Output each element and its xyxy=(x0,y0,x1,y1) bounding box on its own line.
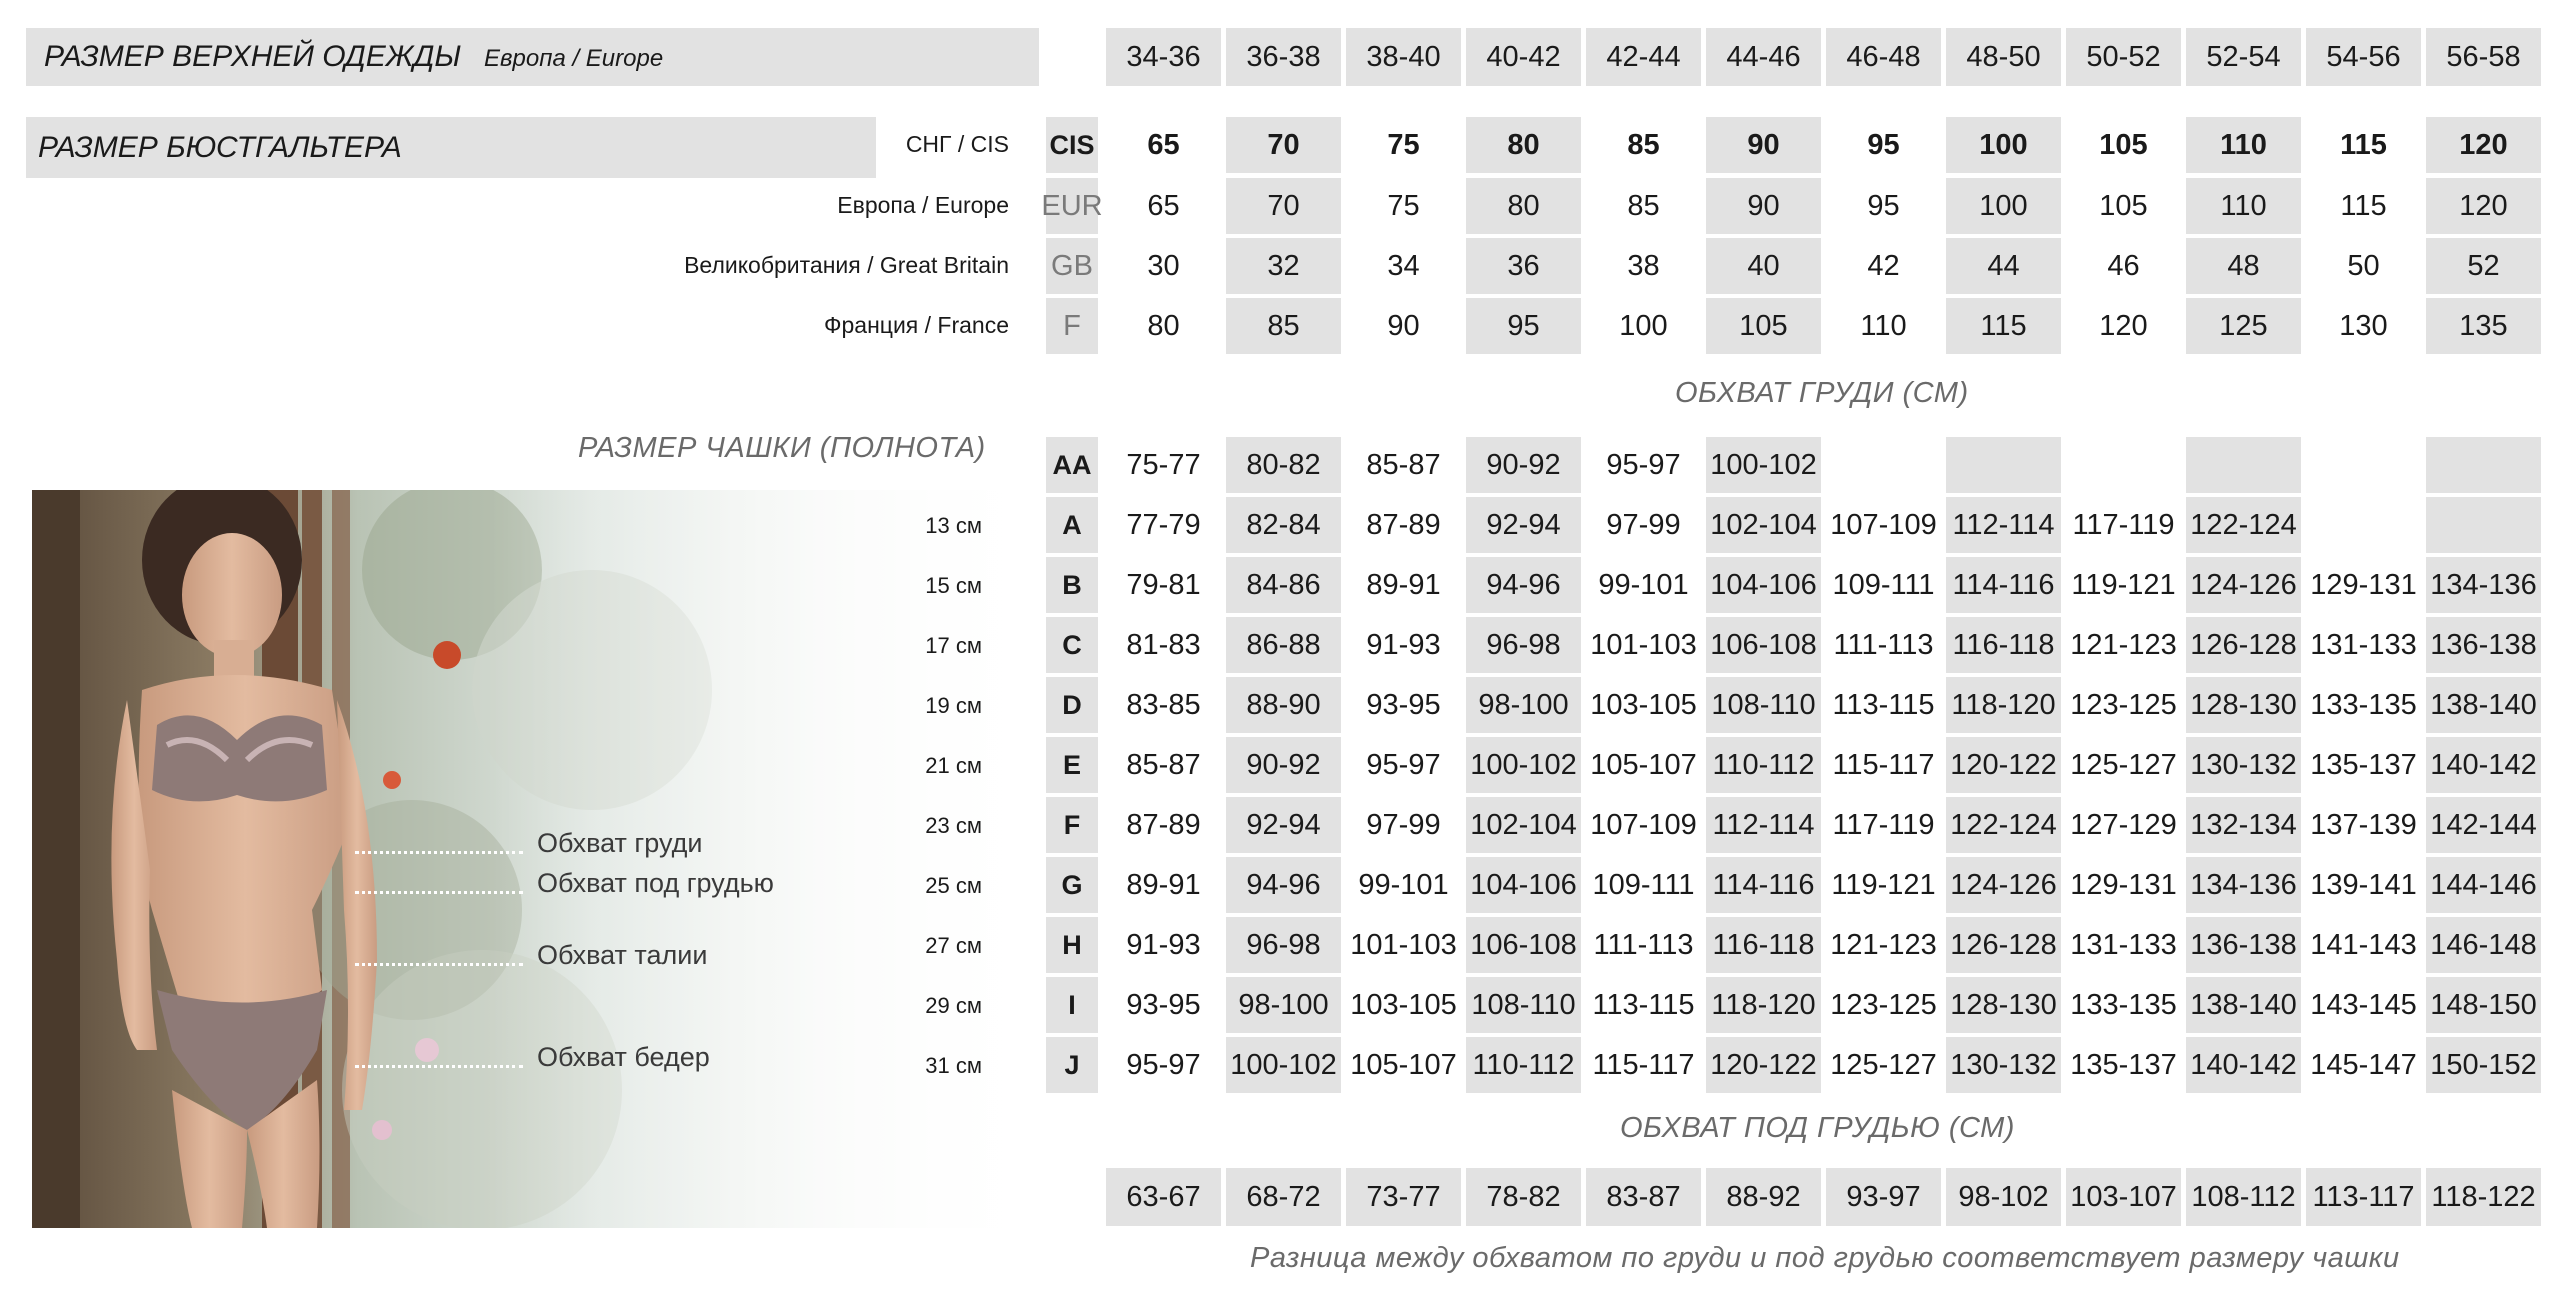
bra-value-cell: 80 xyxy=(1466,178,1581,234)
underbust-cell: 98-102 xyxy=(1946,1168,2061,1226)
cup-value-cell: 89-91 xyxy=(1366,568,1441,601)
cup-value-cell: 111-113 xyxy=(1833,628,1934,661)
cup-value-cell: 150-152 xyxy=(2426,1037,2541,1093)
cup-value-cell: 120-122 xyxy=(1706,1037,1821,1093)
cup-value-cell: 122-124 xyxy=(1946,797,2061,853)
cup-value-cell: 90-92 xyxy=(1466,437,1581,493)
cup-value-cell: 101-103 xyxy=(1350,928,1457,961)
cup-value-cell: 90-92 xyxy=(1226,737,1341,793)
cup-value-cell: 130-132 xyxy=(1946,1037,2061,1093)
cup-value-cell: 75-77 xyxy=(1126,448,1201,481)
cup-letter-cell: G xyxy=(1046,857,1098,913)
cup-value-cell: 108-110 xyxy=(1706,677,1821,733)
cup-value-cell: 83-85 xyxy=(1126,688,1201,721)
cup-value-cell: 117-119 xyxy=(2072,508,2175,541)
cup-value-cell: 134-136 xyxy=(2426,557,2541,613)
waist-guide-line xyxy=(355,963,523,966)
bra-value-cell: 40 xyxy=(1706,238,1821,294)
bra-value-cell: 90 xyxy=(1706,117,1821,173)
bra-value-cell: 105 xyxy=(2099,128,2148,161)
cup-value-cell: 94-96 xyxy=(1466,557,1581,613)
cup-value-cell: 87-89 xyxy=(1126,808,1201,841)
cup-value-cell: 123-125 xyxy=(1830,988,1937,1021)
underbust-cell: 93-97 xyxy=(1826,1168,1941,1226)
underbust-cell: 73-77 xyxy=(1346,1168,1461,1226)
cup-value-cell: 93-95 xyxy=(1366,688,1441,721)
cup-value-cell: 97-99 xyxy=(1366,808,1441,841)
cup-value-cell: 114-116 xyxy=(1706,857,1821,913)
bra-value-cell: 130 xyxy=(2339,309,2388,342)
cup-value-cell xyxy=(2306,437,2421,493)
cup-value-cell: 85-87 xyxy=(1366,448,1441,481)
cup-value-cell: 79-81 xyxy=(1126,568,1201,601)
cup-diff-label: 19 см xyxy=(925,693,982,718)
cup-value-cell: 145-147 xyxy=(2310,1048,2417,1081)
underbust-label: Обхват под грудью xyxy=(537,868,774,898)
cup-value-cell: 104-106 xyxy=(1706,557,1821,613)
cup-value-cell: 139-141 xyxy=(2310,868,2417,901)
cup-letter-cell: H xyxy=(1046,917,1098,973)
cup-value-cell: 131-133 xyxy=(2310,628,2417,661)
cup-value-cell: 129-131 xyxy=(2310,568,2417,601)
cup-value-cell: 95-97 xyxy=(1366,748,1441,781)
cup-value-cell xyxy=(1946,437,2061,493)
model-photo xyxy=(32,490,1050,1228)
underbust-cell: 83-87 xyxy=(1586,1168,1701,1226)
bra-value-cell: 85 xyxy=(1627,128,1660,161)
cup-value-cell: 146-148 xyxy=(2426,917,2541,973)
cup-value-cell: 102-104 xyxy=(1466,797,1581,853)
bra-value-cell: 120 xyxy=(2099,309,2148,342)
cup-letter-cell: AA xyxy=(1046,437,1098,493)
cup-value-cell: 95-97 xyxy=(1126,1048,1201,1081)
bra-value-cell: 110 xyxy=(1860,309,1907,342)
cup-value-cell: 97-99 xyxy=(1606,508,1681,541)
bra-value-cell: 135 xyxy=(2426,298,2541,354)
bra-value-cell: 48 xyxy=(2186,238,2301,294)
bra-value-cell: 30 xyxy=(1147,249,1180,282)
cup-value-cell xyxy=(1826,437,1941,493)
cup-value-cell: 106-108 xyxy=(1466,917,1581,973)
cup-value-cell: 117-119 xyxy=(1832,808,1935,841)
bra-value-cell: 32 xyxy=(1226,238,1341,294)
cup-letter-cell: I xyxy=(1046,977,1098,1033)
cup-value-cell: 124-126 xyxy=(1946,857,2061,913)
bra-value-cell: 105 xyxy=(2099,189,2148,222)
cup-value-cell: 148-150 xyxy=(2426,977,2541,1033)
cup-value-cell: 81-83 xyxy=(1126,628,1201,661)
cup-diff-label: 27 см xyxy=(925,933,982,958)
cup-value-cell: 105-107 xyxy=(1350,1048,1457,1081)
underbust-guide-line xyxy=(355,891,523,894)
cup-value-cell: 133-135 xyxy=(2070,988,2177,1021)
cup-letter-cell: C xyxy=(1046,617,1098,673)
hips-label: Обхват бедер xyxy=(537,1042,710,1072)
bra-value-cell: 100 xyxy=(1619,309,1668,342)
cup-value-cell: 122-124 xyxy=(2186,497,2301,553)
bra-value-cell: 85 xyxy=(1226,298,1341,354)
cup-value-cell: 100-102 xyxy=(1706,437,1821,493)
bra-value-cell: 120 xyxy=(2426,178,2541,234)
cup-value-cell: 110-112 xyxy=(1706,737,1821,793)
bra-code-cell: CIS xyxy=(1046,117,1098,173)
bra-value-cell: 115 xyxy=(2340,128,2387,161)
bra-title: РАЗМЕР БЮСТГАЛЬТЕРА xyxy=(38,131,402,164)
cup-value-cell: 125-127 xyxy=(2070,748,2177,781)
cup-value-cell: 134-136 xyxy=(2186,857,2301,913)
bra-value-cell: 105 xyxy=(1706,298,1821,354)
underbust-cell: 68-72 xyxy=(1226,1168,1341,1226)
cup-diff-label: 23 см xyxy=(925,813,982,838)
cup-value-cell: 135-137 xyxy=(2310,748,2417,781)
bra-value-cell: 36 xyxy=(1466,238,1581,294)
bra-value-cell: 70 xyxy=(1226,117,1341,173)
cup-value-cell: 92-94 xyxy=(1466,497,1581,553)
bra-code-cell: EUR xyxy=(1046,178,1098,234)
cup-value-cell: 143-145 xyxy=(2310,988,2417,1021)
bust-guide-line xyxy=(355,851,523,854)
cup-diff-label: 13 см xyxy=(925,513,982,538)
bra-value-cell: 115 xyxy=(1946,298,2061,354)
bra-code-cell: F xyxy=(1046,298,1098,354)
cup-value-cell xyxy=(2066,437,2181,493)
bra-value-cell: 80 xyxy=(1147,309,1180,342)
outerwear-size-cell: 42-44 xyxy=(1586,28,1701,86)
bra-value-cell: 38 xyxy=(1627,249,1660,282)
bra-value-cell: 110 xyxy=(2186,117,2301,173)
cup-value-cell: 144-146 xyxy=(2426,857,2541,913)
cup-letter-cell: B xyxy=(1046,557,1098,613)
cup-value-cell: 85-87 xyxy=(1126,748,1201,781)
cup-value-cell xyxy=(2306,497,2421,553)
cup-value-cell: 112-114 xyxy=(1946,497,2061,553)
cup-value-cell: 137-139 xyxy=(2310,808,2417,841)
bust-label: Обхват груди xyxy=(537,828,703,858)
bra-value-cell: 85 xyxy=(1627,189,1660,222)
cup-diff-label: 17 см xyxy=(925,633,982,658)
bra-value-cell: 75 xyxy=(1387,189,1420,222)
cup-value-cell: 131-133 xyxy=(2070,928,2177,961)
hips-guide-line xyxy=(355,1065,523,1068)
cup-value-cell: 87-89 xyxy=(1366,508,1441,541)
cup-value-cell: 119-121 xyxy=(2071,568,2176,601)
cup-diff-label: 15 см xyxy=(925,573,982,598)
bra-value-cell: 90 xyxy=(1706,178,1821,234)
cup-value-cell: 92-94 xyxy=(1226,797,1341,853)
cup-value-cell: 88-90 xyxy=(1226,677,1341,733)
cup-value-cell: 113-115 xyxy=(1832,688,1935,721)
cup-value-cell: 86-88 xyxy=(1226,617,1341,673)
cup-value-cell: 127-129 xyxy=(2070,808,2177,841)
cup-value-cell xyxy=(2426,497,2541,553)
cup-value-cell: 129-131 xyxy=(2070,868,2177,901)
cup-value-cell: 110-112 xyxy=(1466,1037,1581,1093)
cup-value-cell: 128-130 xyxy=(2186,677,2301,733)
cup-value-cell: 107-109 xyxy=(1590,808,1697,841)
cup-value-cell: 142-144 xyxy=(2426,797,2541,853)
bra-value-cell: 120 xyxy=(2426,117,2541,173)
bra-value-cell: 110 xyxy=(2186,178,2301,234)
cup-title: РАЗМЕР ЧАШКИ (ПОЛНОТА) xyxy=(578,432,986,464)
underbust-caption: ОБХВАТ ПОД ГРУДЬЮ (СМ) xyxy=(1620,1112,2015,1144)
outerwear-subtitle: Европа / Europe xyxy=(484,45,664,72)
bra-value-cell: 80 xyxy=(1466,117,1581,173)
bust-caption: ОБХВАТ ГРУДИ (СМ) xyxy=(1675,377,1969,409)
cup-value-cell: 120-122 xyxy=(1946,737,2061,793)
cup-value-cell: 126-128 xyxy=(2186,617,2301,673)
footnote: Разница между обхватом по груди и под грудью соответствует размеру чашки xyxy=(1250,1242,2400,1274)
bra-value-cell: 100 xyxy=(1946,178,2061,234)
cup-value-cell: 118-120 xyxy=(1706,977,1821,1033)
cup-value-cell: 111-113 xyxy=(1593,928,1694,961)
bra-value-cell: 44 xyxy=(1946,238,2061,294)
cup-value-cell: 100-102 xyxy=(1466,737,1581,793)
cup-value-cell: 125-127 xyxy=(1830,1048,1937,1081)
outerwear-size-cell: 44-46 xyxy=(1706,28,1821,86)
waist-label: Обхват талии xyxy=(537,940,708,970)
bra-row-label: Франция / France xyxy=(824,312,1009,338)
underbust-cell: 78-82 xyxy=(1466,1168,1581,1226)
bra-row-label: СНГ / CIS xyxy=(905,131,1009,157)
bra-row-label: Великобритания / Great Britain xyxy=(684,252,1009,278)
outerwear-size-cell: 36-38 xyxy=(1226,28,1341,86)
bra-value-cell: 50 xyxy=(2347,249,2380,282)
bra-value-cell: 70 xyxy=(1226,178,1341,234)
cup-letter-cell: A xyxy=(1046,497,1098,553)
cup-value-cell: 109-111 xyxy=(1592,868,1695,901)
cup-value-cell: 89-91 xyxy=(1126,868,1201,901)
bra-value-cell: 46 xyxy=(2107,249,2140,282)
cup-value-cell: 91-93 xyxy=(1126,928,1201,961)
cup-value-cell: 109-111 xyxy=(1832,568,1935,601)
cup-value-cell: 118-120 xyxy=(1946,677,2061,733)
bra-value-cell: 52 xyxy=(2426,238,2541,294)
cup-value-cell: 102-104 xyxy=(1706,497,1821,553)
cup-value-cell: 126-128 xyxy=(1946,917,2061,973)
cup-value-cell: 84-86 xyxy=(1226,557,1341,613)
cup-value-cell: 124-126 xyxy=(2186,557,2301,613)
cup-value-cell: 140-142 xyxy=(2186,1037,2301,1093)
bra-row-label: Европа / Europe xyxy=(837,192,1009,218)
underbust-cell: 113-117 xyxy=(2306,1168,2421,1226)
cup-letter-cell: J xyxy=(1046,1037,1098,1093)
bra-value-cell: 95 xyxy=(1867,189,1900,222)
cup-value-cell xyxy=(2426,437,2541,493)
cup-value-cell: 106-108 xyxy=(1706,617,1821,673)
outerwear-size-cell: 48-50 xyxy=(1946,28,2061,86)
cup-value-cell: 108-110 xyxy=(1466,977,1581,1033)
underbust-cell: 103-107 xyxy=(2066,1168,2181,1226)
bra-value-cell: 75 xyxy=(1387,128,1420,161)
cup-value-cell: 128-130 xyxy=(1946,977,2061,1033)
underbust-cell: 63-67 xyxy=(1106,1168,1221,1226)
cup-diff-label: 25 см xyxy=(925,873,982,898)
cup-value-cell: 138-140 xyxy=(2426,677,2541,733)
cup-value-cell: 93-95 xyxy=(1126,988,1201,1021)
cup-value-cell: 114-116 xyxy=(1946,557,2061,613)
bra-value-cell: 65 xyxy=(1147,128,1180,161)
cup-value-cell: 77-79 xyxy=(1126,508,1201,541)
underbust-cell: 88-92 xyxy=(1706,1168,1821,1226)
bra-code-cell: GB xyxy=(1046,238,1098,294)
outerwear-size-cell: 46-48 xyxy=(1826,28,1941,86)
outerwear-size-cell: 52-54 xyxy=(2186,28,2301,86)
cup-value-cell: 130-132 xyxy=(2186,737,2301,793)
cup-value-cell: 103-105 xyxy=(1350,988,1457,1021)
cup-value-cell: 123-125 xyxy=(2070,688,2177,721)
outerwear-size-cell: 38-40 xyxy=(1346,28,1461,86)
cup-value-cell: 116-118 xyxy=(1946,617,2061,673)
bra-value-cell: 95 xyxy=(1466,298,1581,354)
cup-letter-cell: E xyxy=(1046,737,1098,793)
cup-value-cell: 121-123 xyxy=(2070,628,2177,661)
outerwear-size-cell: 40-42 xyxy=(1466,28,1581,86)
underbust-cell: 108-112 xyxy=(2186,1168,2301,1226)
cup-letter-cell: D xyxy=(1046,677,1098,733)
cup-value-cell: 82-84 xyxy=(1226,497,1341,553)
cup-value-cell: 100-102 xyxy=(1226,1037,1341,1093)
cup-value-cell: 140-142 xyxy=(2426,737,2541,793)
cup-value-cell: 80-82 xyxy=(1226,437,1341,493)
cup-value-cell: 119-121 xyxy=(1831,868,1936,901)
cup-diff-label: 29 см xyxy=(925,993,982,1018)
cup-value-cell: 112-114 xyxy=(1706,797,1821,853)
cup-value-cell: 115-117 xyxy=(1832,748,1935,781)
cup-value-cell: 135-137 xyxy=(2070,1048,2177,1081)
cup-value-cell: 113-115 xyxy=(1592,988,1695,1021)
cup-value-cell: 96-98 xyxy=(1466,617,1581,673)
cup-diff-label: 31 см xyxy=(925,1053,982,1078)
cup-value-cell: 101-103 xyxy=(1590,628,1697,661)
bra-value-cell: 90 xyxy=(1387,309,1420,342)
bra-value-cell: 95 xyxy=(1867,128,1900,161)
cup-value-cell: 98-100 xyxy=(1466,677,1581,733)
outerwear-size-cell: 54-56 xyxy=(2306,28,2421,86)
cup-value-cell: 116-118 xyxy=(1706,917,1821,973)
cup-value-cell: 94-96 xyxy=(1226,857,1341,913)
bra-value-cell: 65 xyxy=(1147,189,1180,222)
cup-value-cell: 99-101 xyxy=(1358,868,1449,901)
bra-value-cell: 100 xyxy=(1946,117,2061,173)
cup-value-cell: 96-98 xyxy=(1226,917,1341,973)
cup-value-cell: 141-143 xyxy=(2310,928,2417,961)
cup-value-cell: 136-138 xyxy=(2186,917,2301,973)
cup-value-cell: 105-107 xyxy=(1590,748,1697,781)
bra-value-cell: 42 xyxy=(1867,249,1900,282)
cup-value-cell: 107-109 xyxy=(1830,508,1937,541)
outerwear-size-cell: 50-52 xyxy=(2066,28,2181,86)
outerwear-title: РАЗМЕР ВЕРХНЕЙ ОДЕЖДЫ xyxy=(44,40,461,73)
cup-value-cell: 136-138 xyxy=(2426,617,2541,673)
cup-value-cell xyxy=(2186,437,2301,493)
cup-diff-label: 21 см xyxy=(925,753,982,778)
cup-value-cell: 138-140 xyxy=(2186,977,2301,1033)
cup-value-cell: 95-97 xyxy=(1606,448,1681,481)
cup-value-cell: 103-105 xyxy=(1590,688,1697,721)
bra-value-cell: 34 xyxy=(1387,249,1420,282)
bra-value-cell: 115 xyxy=(2340,189,2387,222)
cup-value-cell: 133-135 xyxy=(2310,688,2417,721)
cup-value-cell: 115-117 xyxy=(1592,1048,1695,1081)
cup-letter-cell: F xyxy=(1046,797,1098,853)
cup-value-cell: 121-123 xyxy=(1830,928,1937,961)
cup-value-cell: 99-101 xyxy=(1598,568,1689,601)
cup-value-cell: 98-100 xyxy=(1226,977,1341,1033)
underbust-cell: 118-122 xyxy=(2426,1168,2541,1226)
cup-value-cell: 132-134 xyxy=(2186,797,2301,853)
cup-value-cell: 91-93 xyxy=(1366,628,1441,661)
cup-value-cell: 104-106 xyxy=(1466,857,1581,913)
outerwear-size-cell: 56-58 xyxy=(2426,28,2541,86)
bra-value-cell: 125 xyxy=(2186,298,2301,354)
outerwear-size-cell: 34-36 xyxy=(1106,28,1221,86)
